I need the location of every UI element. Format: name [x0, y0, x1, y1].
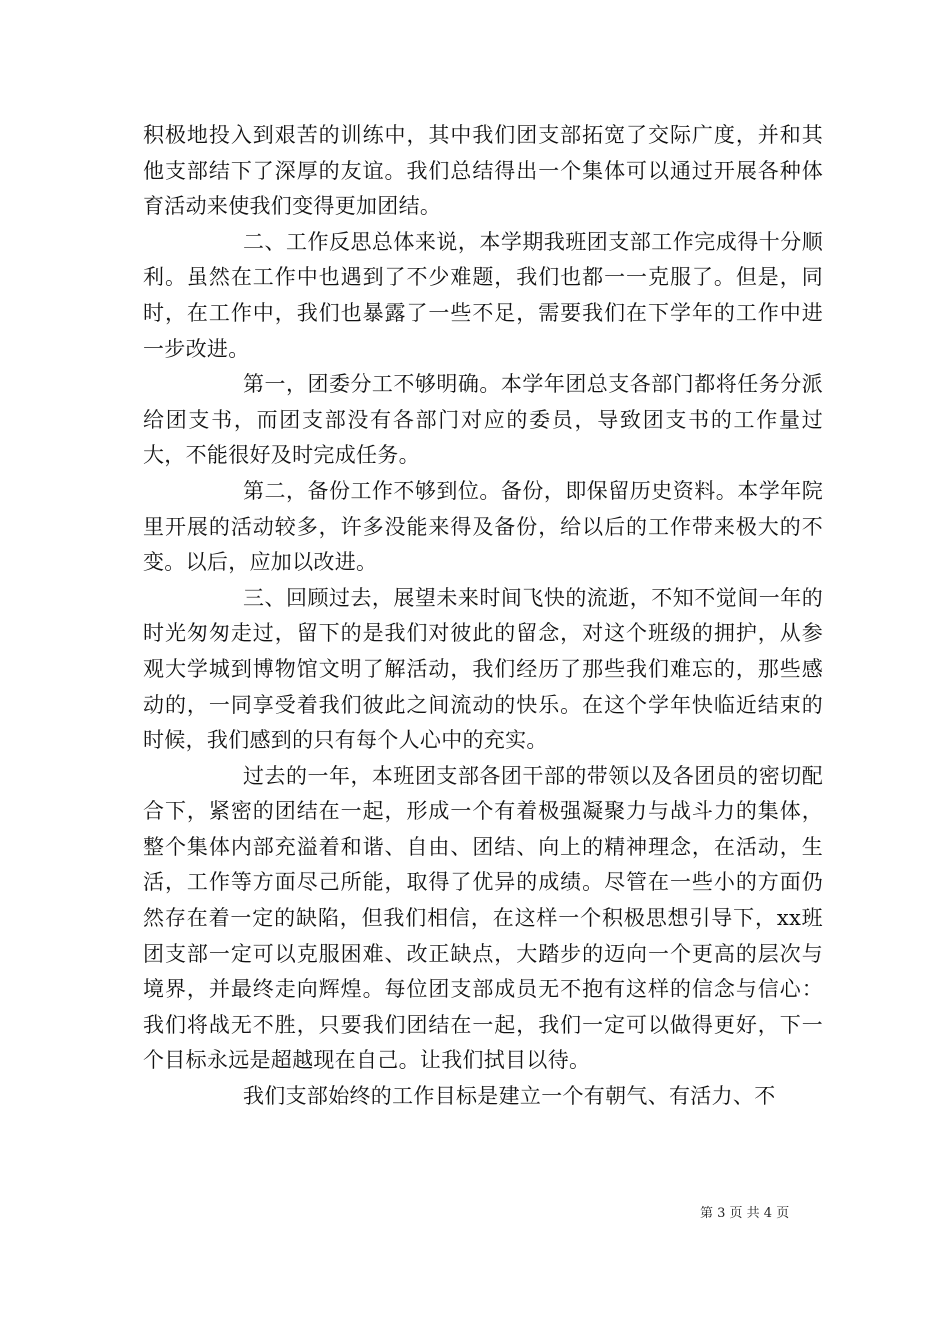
document-body	[143, 118, 823, 1115]
paragraph-5: 三、回顾过去，展望未来时间飞快的流逝，不知不觉间一年的时光匆匆走过，留下的是我们对彼此的留念，对这个班级的拥护，从参观大学城到博物馆文明了解活动，我们经历了那些我们难忘的，那些感动的，一同享受着我们彼此之间流动的快乐。在这个学年快临近结束的时候，我们感到的只有每个人心中的充实。	[143, 585, 823, 753]
paragraph-3: 第一，团委分工不够明确。本学年团总支各部门都将任务分派给团支书，而团支部没有各部门对应的委员，导致团支书的工作量过大，不能很好及时完成任务。	[143, 372, 823, 468]
paragraph-7: 我们支部始终的工作目标是建立一个有朝气、有活力、不	[243, 1084, 776, 1109]
paragraph-6: 过去的一年，本班团支部各团干部的带领以及各团员的密切配合下，紧密的团结在一起，形成一个有着极强凝聚力与战斗力的集体，整个集体内部充溢着和谐、自由、团结、向上的精神理念，在活动，生活，工作等方面尽己所能，取得了优异的成绩。尽管在一些小的方面仍然存在着一定的缺陷，但我们相信，在这样一个积极思想引导下，xx班团支部一定可以克服困难、改正缺点，大踏步的迈向一个更高的层次与境界，并最终走向辉煌。每位团支部成员无不抱有这样的信念与信心：我们将战无不胜，只要我们团结在一起，我们一定可以做得更好，下一个目标永远是超越现在自己。让我们拭目以待。	[143, 763, 823, 1073]
paragraph-2: 二、工作反思总体来说，本学期我班团支部工作完成得十分顺利。虽然在工作中也遇到了不少难题，我们也都一一克服了。但是，同时，在工作中，我们也暴露了一些不足，需要我们在下学年的工作中进一步改进。	[143, 229, 823, 361]
paragraph-1: 积极地投入到艰苦的训练中，其中我们团支部拓宽了交际广度，并和其他支部结下了深厚的友谊。我们总结得出一个集体可以通过开展各种体育活动来使我们变得更加团结。	[143, 123, 823, 219]
page-number-footer: 第 3 页 共 4 页	[700, 1206, 790, 1221]
paragraph-4: 第二，备份工作不够到位。备份，即保留历史资料。本学年院里开展的活动较多，许多没能来得及备份，给以后的工作带来极大的不变。以后，应加以改进。	[143, 478, 823, 575]
